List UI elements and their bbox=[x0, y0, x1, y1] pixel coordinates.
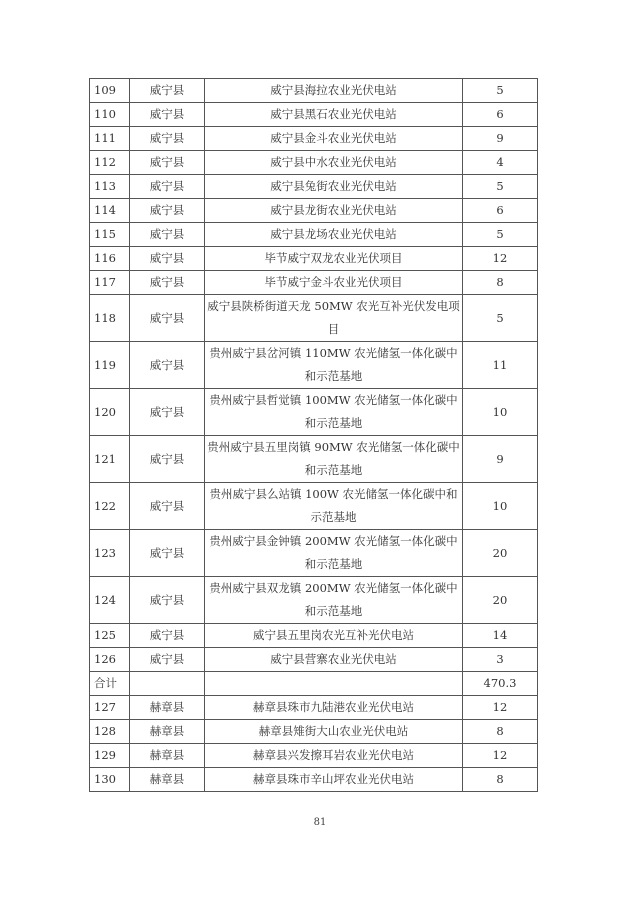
row-number: 128 bbox=[90, 720, 130, 744]
capacity-cell: 5 bbox=[463, 79, 538, 103]
row-number: 118 bbox=[90, 295, 130, 342]
row-number: 125 bbox=[90, 624, 130, 648]
capacity-cell: 6 bbox=[463, 199, 538, 223]
county-cell: 威宁县 bbox=[130, 103, 205, 127]
capacity-cell: 10 bbox=[463, 389, 538, 436]
table-row bbox=[90, 720, 538, 744]
table-row bbox=[90, 223, 538, 247]
row-number: 126 bbox=[90, 648, 130, 672]
capacity-cell: 20 bbox=[463, 530, 538, 577]
project-name-cell: 威宁县龙场农业光伏电站 bbox=[205, 223, 463, 247]
capacity-cell: 10 bbox=[463, 483, 538, 530]
project-name-cell: 威宁县五里岗农光互补光伏电站 bbox=[205, 624, 463, 648]
table-row bbox=[90, 436, 538, 483]
table-body bbox=[90, 79, 538, 792]
capacity-cell: 12 bbox=[463, 696, 538, 720]
row-number: 115 bbox=[90, 223, 130, 247]
capacity-cell: 11 bbox=[463, 342, 538, 389]
row-number: 112 bbox=[90, 151, 130, 175]
capacity-cell: 4 bbox=[463, 151, 538, 175]
capacity-cell: 6 bbox=[463, 103, 538, 127]
row-number: 124 bbox=[90, 577, 130, 624]
table-row bbox=[90, 127, 538, 151]
project-name-cell: 贵州威宁县双龙镇 200MW 农光储氢一体化碳中和示范基地 bbox=[205, 577, 463, 624]
county-cell: 威宁县 bbox=[130, 295, 205, 342]
table-row bbox=[90, 768, 538, 792]
project-name-cell: 威宁县金斗农业光伏电站 bbox=[205, 127, 463, 151]
county-cell: 威宁县 bbox=[130, 648, 205, 672]
row-number: 121 bbox=[90, 436, 130, 483]
project-name-cell: 威宁县中水农业光伏电站 bbox=[205, 151, 463, 175]
capacity-cell: 5 bbox=[463, 295, 538, 342]
county-cell bbox=[130, 672, 205, 696]
project-name-cell: 赫章县珠市辛山坪农业光伏电站 bbox=[205, 768, 463, 792]
county-cell: 威宁县 bbox=[130, 624, 205, 648]
project-name-cell: 威宁县龙街农业光伏电站 bbox=[205, 199, 463, 223]
table-row bbox=[90, 648, 538, 672]
row-number: 129 bbox=[90, 744, 130, 768]
row-number: 111 bbox=[90, 127, 130, 151]
county-cell: 赫章县 bbox=[130, 744, 205, 768]
capacity-cell: 20 bbox=[463, 577, 538, 624]
project-name-cell: 威宁县营寨农业光伏电站 bbox=[205, 648, 463, 672]
row-number: 110 bbox=[90, 103, 130, 127]
county-cell: 威宁县 bbox=[130, 79, 205, 103]
project-name-cell: 贵州威宁县五里岗镇 90MW 农光储氢一体化碳中和示范基地 bbox=[205, 436, 463, 483]
table-row bbox=[90, 672, 538, 696]
project-name-cell: 赫章县雉街大山农业光伏电站 bbox=[205, 720, 463, 744]
capacity-cell: 9 bbox=[463, 436, 538, 483]
county-cell: 威宁县 bbox=[130, 223, 205, 247]
capacity-cell: 9 bbox=[463, 127, 538, 151]
county-cell: 赫章县 bbox=[130, 768, 205, 792]
county-cell: 威宁县 bbox=[130, 151, 205, 175]
county-cell: 威宁县 bbox=[130, 530, 205, 577]
project-name-cell bbox=[205, 672, 463, 696]
capacity-cell: 12 bbox=[463, 744, 538, 768]
project-name-cell: 贵州威宁县么站镇 100W 农光储氢一体化碳中和示范基地 bbox=[205, 483, 463, 530]
table-row bbox=[90, 151, 538, 175]
project-table bbox=[89, 78, 538, 792]
table-row bbox=[90, 247, 538, 271]
capacity-cell: 14 bbox=[463, 624, 538, 648]
project-name-cell: 威宁县黑石农业光伏电站 bbox=[205, 103, 463, 127]
table-row bbox=[90, 389, 538, 436]
table-row bbox=[90, 342, 538, 389]
row-number: 117 bbox=[90, 271, 130, 295]
row-number: 119 bbox=[90, 342, 130, 389]
table-row bbox=[90, 199, 538, 223]
table-row bbox=[90, 577, 538, 624]
capacity-cell: 470.3 bbox=[463, 672, 538, 696]
project-name-cell: 贵州威宁县哲觉镇 100MW 农光储氢一体化碳中和示范基地 bbox=[205, 389, 463, 436]
project-name-cell: 威宁县海拉农业光伏电站 bbox=[205, 79, 463, 103]
table-row bbox=[90, 175, 538, 199]
project-name-cell: 威宁县兔街农业光伏电站 bbox=[205, 175, 463, 199]
county-cell: 赫章县 bbox=[130, 720, 205, 744]
row-number: 123 bbox=[90, 530, 130, 577]
county-cell: 威宁县 bbox=[130, 271, 205, 295]
project-name-cell: 赫章县珠市九陆港农业光伏电站 bbox=[205, 696, 463, 720]
row-number: 122 bbox=[90, 483, 130, 530]
capacity-cell: 5 bbox=[463, 175, 538, 199]
table-row bbox=[90, 295, 538, 342]
table-row bbox=[90, 79, 538, 103]
county-cell: 威宁县 bbox=[130, 389, 205, 436]
county-cell: 赫章县 bbox=[130, 696, 205, 720]
row-number: 合计 bbox=[90, 672, 130, 696]
row-number: 114 bbox=[90, 199, 130, 223]
capacity-cell: 8 bbox=[463, 720, 538, 744]
table-row bbox=[90, 483, 538, 530]
row-number: 109 bbox=[90, 79, 130, 103]
county-cell: 威宁县 bbox=[130, 247, 205, 271]
row-number: 127 bbox=[90, 696, 130, 720]
page-number: 81 bbox=[313, 817, 327, 828]
project-name-cell: 毕节威宁金斗农业光伏项目 bbox=[205, 271, 463, 295]
county-cell: 威宁县 bbox=[130, 199, 205, 223]
capacity-cell: 12 bbox=[463, 247, 538, 271]
project-name-cell: 贵州威宁县岔河镇 110MW 农光储氢一体化碳中和示范基地 bbox=[205, 342, 463, 389]
row-number: 113 bbox=[90, 175, 130, 199]
project-name-cell: 威宁县陕桥街道天龙 50MW 农光互补光伏发电项目 bbox=[205, 295, 463, 342]
county-cell: 威宁县 bbox=[130, 175, 205, 199]
county-cell: 威宁县 bbox=[130, 436, 205, 483]
row-number: 130 bbox=[90, 768, 130, 792]
row-number: 120 bbox=[90, 389, 130, 436]
table-row bbox=[90, 696, 538, 720]
capacity-cell: 3 bbox=[463, 648, 538, 672]
project-name-cell: 赫章县兴发擦耳岩农业光伏电站 bbox=[205, 744, 463, 768]
county-cell: 威宁县 bbox=[130, 127, 205, 151]
capacity-cell: 5 bbox=[463, 223, 538, 247]
project-name-cell: 贵州威宁县金钟镇 200MW 农光储氢一体化碳中和示范基地 bbox=[205, 530, 463, 577]
table-row bbox=[90, 744, 538, 768]
county-cell: 威宁县 bbox=[130, 342, 205, 389]
county-cell: 威宁县 bbox=[130, 483, 205, 530]
county-cell: 威宁县 bbox=[130, 577, 205, 624]
table-row bbox=[90, 271, 538, 295]
table-row bbox=[90, 103, 538, 127]
row-number: 116 bbox=[90, 247, 130, 271]
project-name-cell: 毕节威宁双龙农业光伏项目 bbox=[205, 247, 463, 271]
table-row bbox=[90, 530, 538, 577]
capacity-cell: 8 bbox=[463, 768, 538, 792]
table-row bbox=[90, 624, 538, 648]
capacity-cell: 8 bbox=[463, 271, 538, 295]
